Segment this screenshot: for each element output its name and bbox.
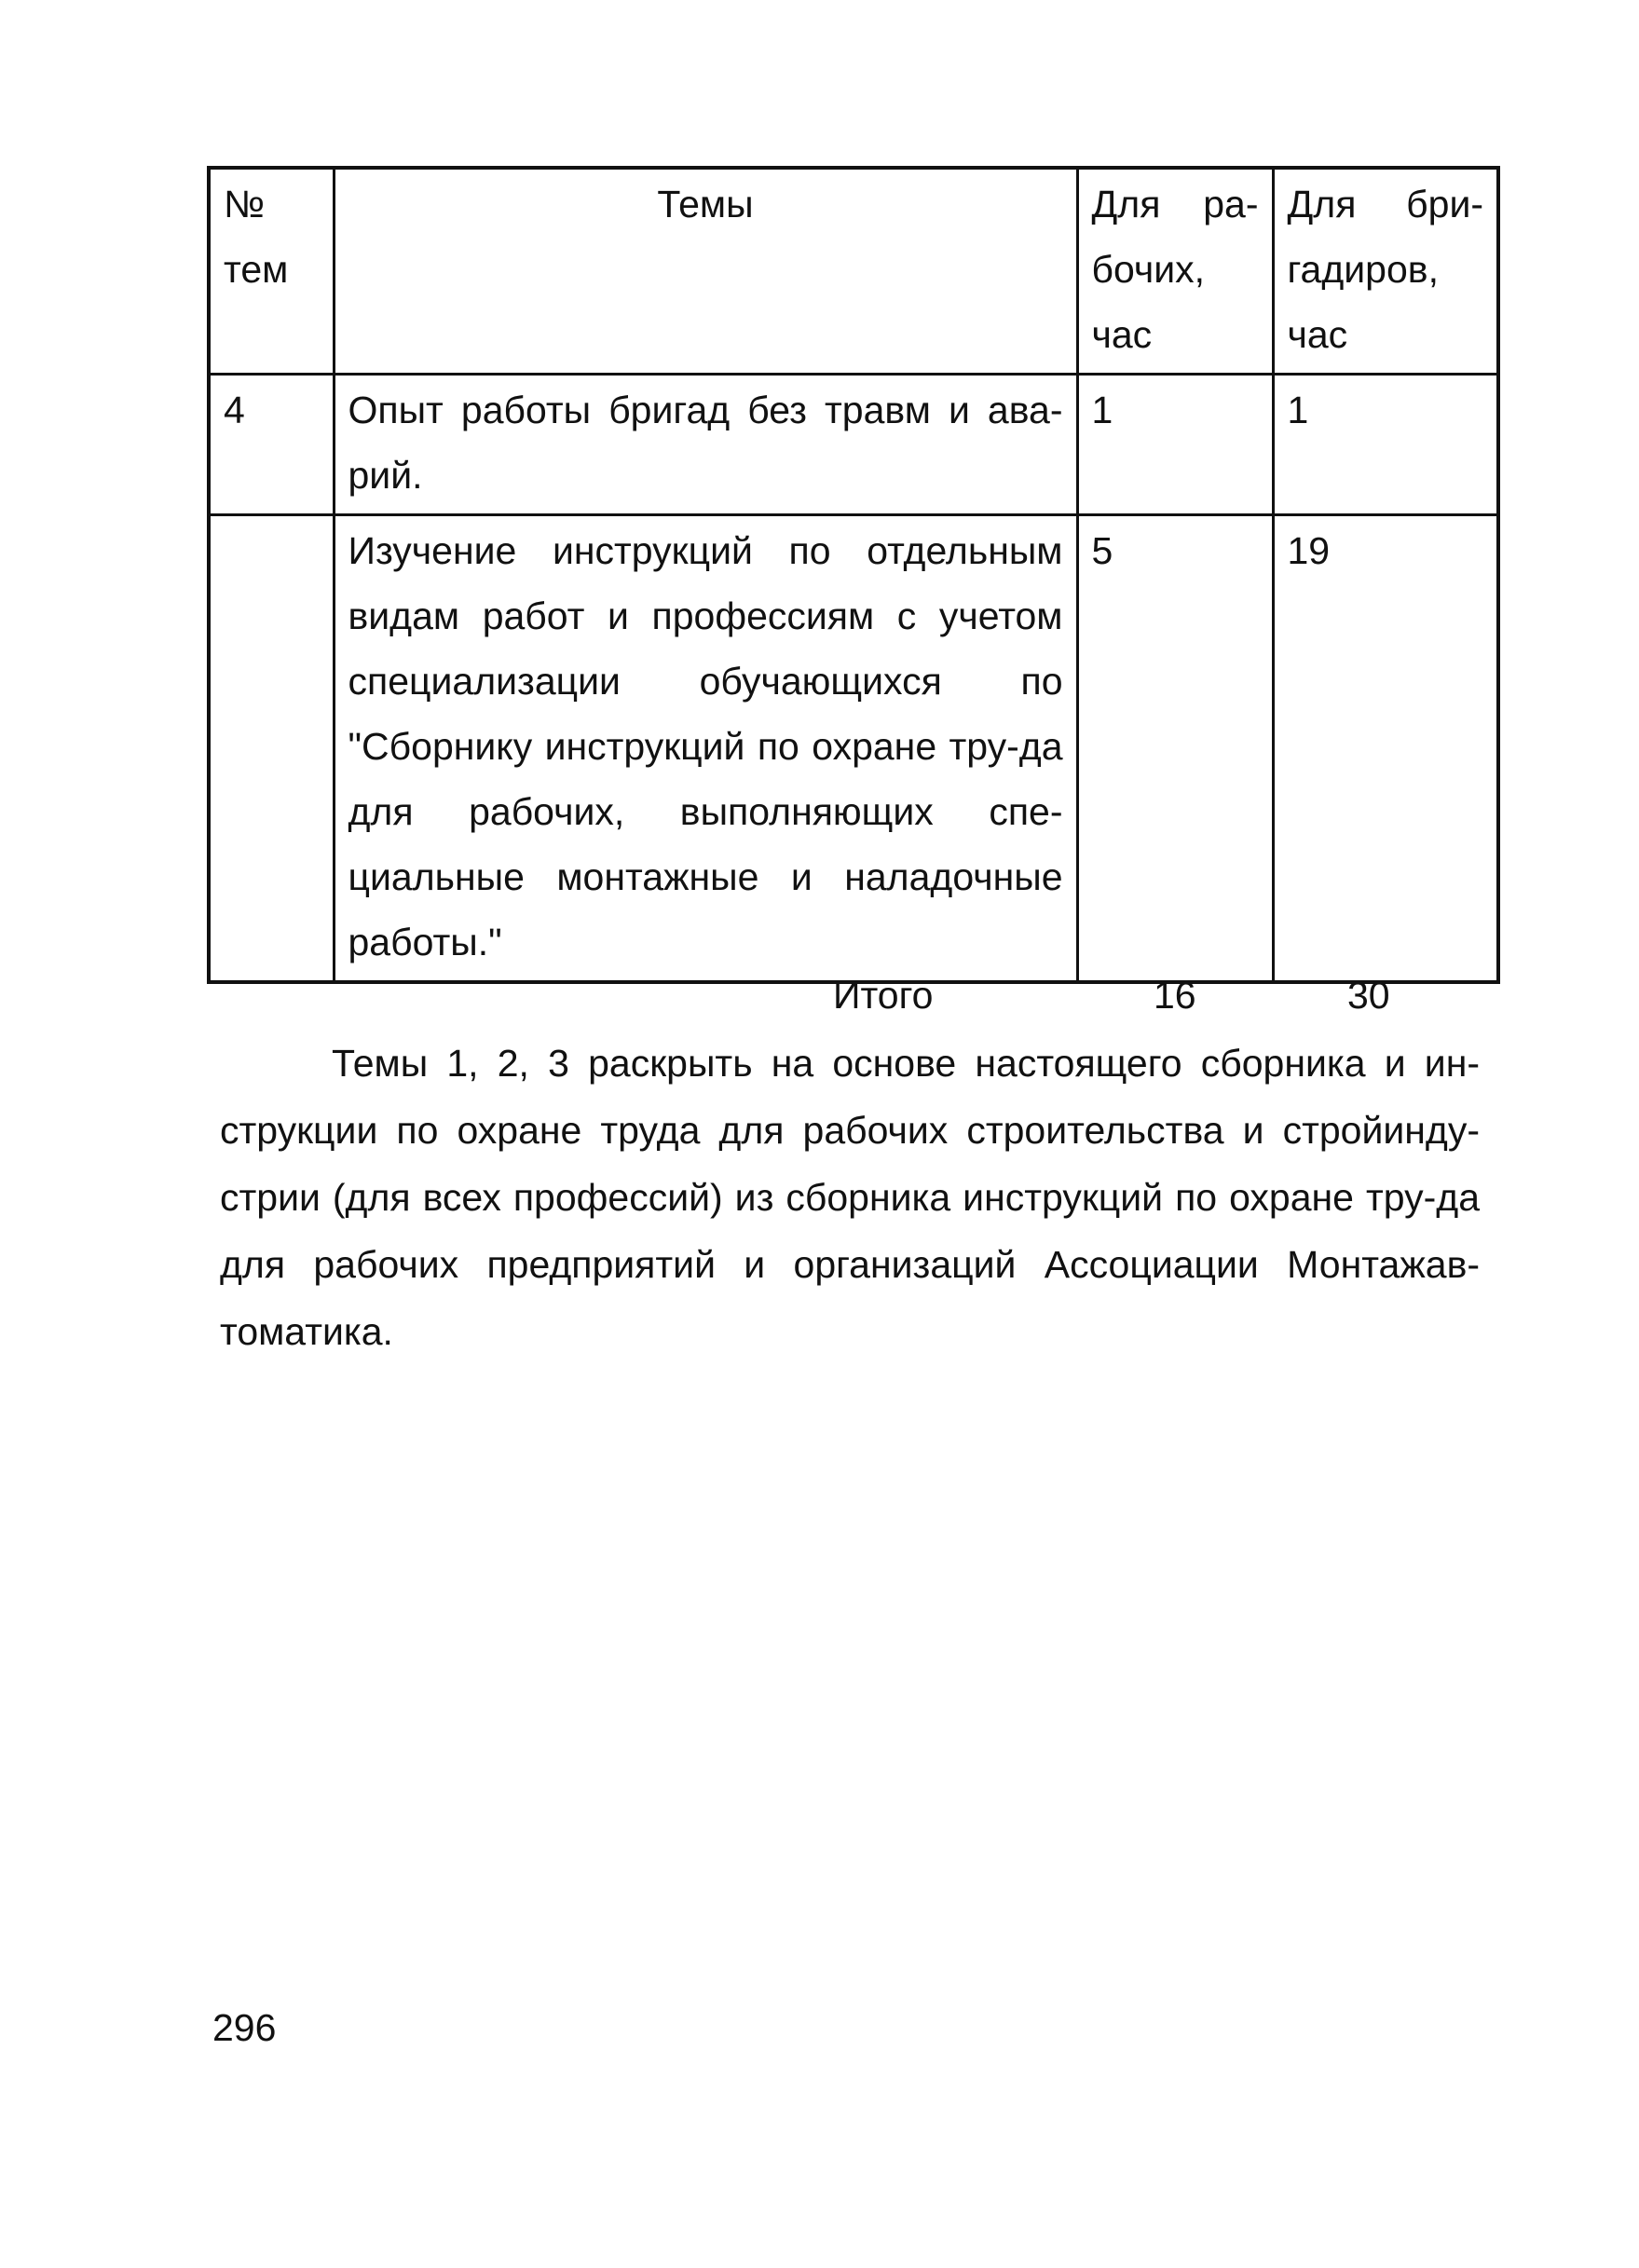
total-foremen-hours: 30 xyxy=(1347,974,1390,1017)
header-foremen-line2: гадиров, xyxy=(1287,248,1439,291)
note-text: Темы 1, 2, 3 раскрыть на основе настоящего сборника и ин-струкции по охране труда для рабочих строительства и стройинду-стрии (для всех профессий) из сборника инструкций по охране тру-да для рабочих предприятий и организаций Ассоциации Монтажав-томатика. xyxy=(220,1042,1480,1353)
header-topic-number xyxy=(209,168,334,375)
header-topic-number-line2: тем xyxy=(224,248,289,291)
total-workers-hours: 16 xyxy=(1154,974,1196,1017)
header-topics xyxy=(334,168,1077,375)
row-topic-text: Изучение инструкций по отдельным видам работ и профессиям с учетом специализации обучающихся по "Сборнику инструкций по охране тру-да для рабочих, выполняющих спе-циальные монтажные и наладочные работы." xyxy=(334,515,1077,983)
row-workers-hours: 1 xyxy=(1077,375,1273,515)
row-foremen-hours: 19 xyxy=(1273,515,1498,983)
header-workers-line3: час xyxy=(1091,313,1153,356)
total-label: Итого xyxy=(833,974,934,1017)
header-foremen-line3: час xyxy=(1287,313,1348,356)
header-workers-word1: Для xyxy=(1091,183,1161,225)
row-topic-text: Опыт работы бригад без травм и ава-рий. xyxy=(334,375,1077,515)
total-row xyxy=(0,967,1639,1023)
header-workers-hours xyxy=(1077,168,1273,375)
header-foremen-word2: бри- xyxy=(1406,183,1483,225)
row-topic-number xyxy=(209,515,334,983)
table-header-row xyxy=(209,168,1498,375)
header-foremen-hours xyxy=(1273,168,1498,375)
row-topic-number: 4 xyxy=(209,375,334,515)
page-number: 296 xyxy=(212,2006,277,2049)
header-workers-line2: бочих, xyxy=(1091,248,1206,291)
header-foremen-line1 xyxy=(1288,171,1484,237)
row-workers-hours: 5 xyxy=(1077,515,1273,983)
header-workers-line1 xyxy=(1092,171,1259,237)
table-row xyxy=(209,515,1498,983)
header-foremen-word1: Для xyxy=(1287,183,1357,225)
header-workers-word2: ра- xyxy=(1203,183,1259,225)
note-paragraph xyxy=(220,1030,1480,1365)
header-topic-number-line1: № xyxy=(224,183,265,225)
topics-table xyxy=(207,166,1500,984)
table-row xyxy=(209,375,1498,515)
header-topics-label: Темы xyxy=(657,183,754,225)
row-foremen-hours: 1 xyxy=(1273,375,1498,515)
